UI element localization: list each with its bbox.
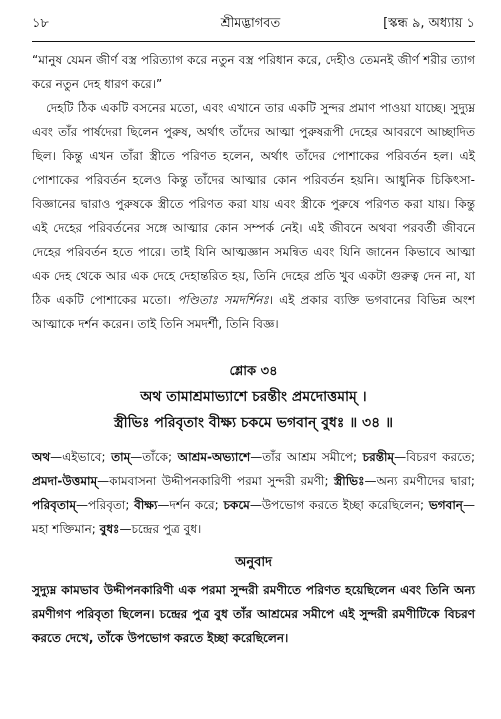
synonym-term: পরিবৃতাম্ — [32, 498, 77, 512]
translation-text: সুদ্যুম্ন কামভাব উদ্দীপনকারিণী এক পরমা সুন্দরী রমণীতে পরিণত হয়েছিলেন এবং তিনি অন্য রমণীগণ পরিবৃতা ছিলেন। চন্দ্রের পুত্র বুধ তাঁর আশ্রমের সমীপে এই সুন্দরী রমণীটিকে বিচরণ করতে দেখে, তাঁকে উপভোগ করতে ইচ্ছা করেছিলেন। — [32, 583, 475, 645]
synonym-term: অথ — [32, 450, 51, 464]
synonym-meaning: চন্দ্রের পুত্র বুধ। — [131, 522, 202, 536]
purport-paragraph-text: দেহটি ঠিক একটি বসনের মতো, এবং এখানে তার একটি সুন্দর প্রমাণ পাওয়া যাচ্ছে। সুদ্যুম্ন এবং তাঁর পার্ষদেরা ছিলেন পুরুষ, অর্থাৎ তাঁদের আত্মা পুরুষরূপী দেহের আবরণে আচ্ছাদিত ছিল। কিন্তু এখন তাঁরা স্ত্রীতে পরিণত হলেন, অর্থাৎ তাঁদের পোশাকের পরিবর্তন হল। এই পোশাকের পরিবর্তন হলেও কিন্তু তাঁদের আত্মার কোন পরিবর্তন হয়নি। আধুনিক চিকিৎসা-বিজ্ঞানের দ্বারাও পুরুষকে স্ত্রীতে পরিণত করা যায় এবং স্ত্রীকে পুরুষে পরিণত করা যায়। কিন্তু এই দেহের পরিবর্তনের সঙ্গে আত্মার কোন সম্পর্ক নেই। এই জীবনে অথবা পরবর্তী জীবনে দেহের পরিবর্তন হতে পারে। তাই যিনি আত্মজ্ঞান সমন্বিত এবং যিনি জানেন কিভাবে আত্মা এক দেহ থেকে আর এক দেহে দেহান্তরিত হয়, তিনি দেহের প্রতি খুব একটা গুরুত্ব দেন না, যা ঠিক একটি পোশাকের মতো। — [32, 101, 475, 307]
book-title: শ্রীমদ্ভাগবত — [220, 16, 281, 31]
page-header — [32, 0, 475, 35]
verse-line-2: স্ত্রীভিঃ পরিবৃতাং বীক্ষ্য চকমে ভগবান্ বুধঃ ॥ ৩৪ ॥ — [113, 415, 393, 431]
synonym-meaning: উপভোগ করতে ইচ্ছা করেছিলেন; — [261, 498, 425, 512]
synonym-meaning: মহা শক্তিমান; — [32, 522, 96, 536]
synonym-term: প্রমদা-উত্তমাম্ — [32, 474, 98, 488]
translation-heading: অনুবাদ — [235, 555, 272, 570]
synonym-term: চরন্তীম্ — [362, 450, 395, 464]
purport-paragraph-end: । এই প্রকার ব্যক্তি ভগবানের বিভিন্ন অংশ আত্মাকে দর্শন করেন। তাই তিনি সমদর্শী, তিনি বিজ্ঞ। — [32, 293, 475, 331]
page-number: ১৮ — [32, 16, 49, 31]
verse-heading: শ্লোক ৩৪ — [229, 364, 278, 379]
verse-line-1: অথ তামাশ্রমাভ্যাশে চরন্তীং প্রমদোত্তমাম্ । — [140, 389, 367, 405]
synonym-meaning: তাঁকে; — [142, 450, 173, 464]
header-rule — [32, 41, 475, 42]
synonym-meaning: কামবাসনা উদ্দীপনকারিণী পরমা সুন্দরী রমণী; — [109, 474, 329, 488]
synonym-meaning: পরিবৃতা; — [88, 498, 130, 512]
synonym-term: বীক্ষ্য — [134, 498, 158, 512]
synonym-meaning: বিচরণ করতে; — [406, 450, 475, 464]
synonym-meaning: তাঁর আশ্রম সমীপে; — [262, 450, 357, 464]
purport-italic-phrase: পণ্ডিতাঃ সমদর্শিনঃ — [177, 293, 269, 307]
section-label: [স্কন্ধ ৯, অধ্যায় ১ — [383, 16, 475, 31]
synonym-meaning: এইভাবে; — [62, 450, 106, 464]
synonym-term: আশ্রম-অভ্যাশে — [177, 450, 251, 464]
purport-paragraph — [32, 96, 475, 336]
synonym-term: স্ত্রীভিঃ — [334, 474, 365, 488]
synonym-term: তাম্ — [111, 450, 131, 464]
synonym-meaning: দর্শন করে; — [169, 498, 219, 512]
purport-quote: “মানুষ যেমন জীর্ণ বস্ত্র পরিত্যাগ করে নতুন বস্ত্র পরিধান করে, দেহীও তেমনই জীর্ণ শরীর ত্যাগ করে নতুন দেহ ধারণ করে।” — [32, 53, 475, 91]
synonyms-block: অথ—এইভাবে; তাম্—তাঁকে; আশ্রম-অভ্যাশে—তাঁর আশ্রম সমীপে; চরন্তীম্—বিচরণ করতে; প্রমদা-উত্তমাম্—কামবাসনা উদ্দীপনকারিণী পরমা সুন্দরী রমণী; স্ত্রীভিঃ—অন্য রমণীদের দ্বারা; পরিবৃতাম্—পরিবৃতা; বীক্ষ্য—দর্শন করে; চকমে—উপভোগ করতে ইচ্ছা করেছিলেন; ভগবান্—মহা শক্তিমান; বুধঃ—চন্দ্রের পুত্র বুধ। — [32, 450, 475, 536]
synonym-term: ভগবান্ — [428, 498, 463, 512]
synonym-meaning: অন্য রমণীদের দ্বারা; — [376, 474, 475, 488]
synonym-term: বুধঃ — [99, 522, 120, 536]
synonym-term: চকমে — [223, 498, 250, 512]
